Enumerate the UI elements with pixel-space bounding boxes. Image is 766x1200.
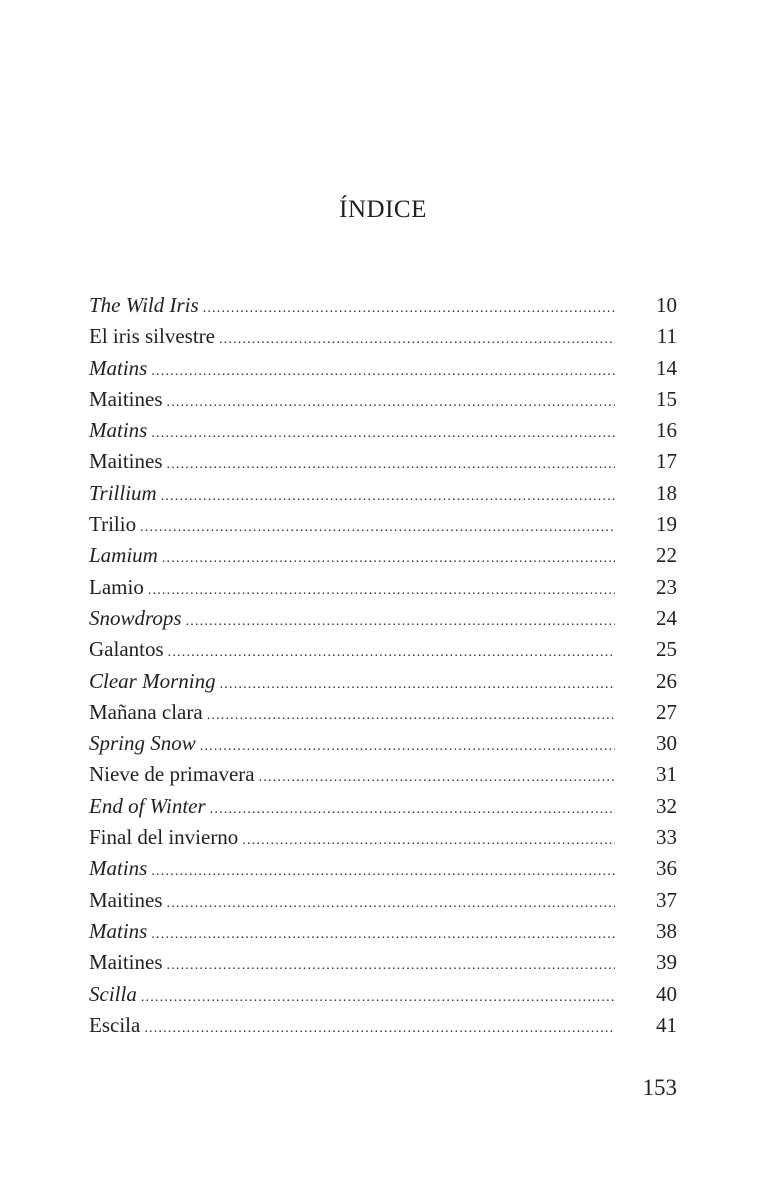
toc-entry: [89, 384, 677, 415]
toc-entry: [89, 947, 677, 978]
toc-entry: [89, 446, 677, 477]
toc-entry: [89, 666, 677, 697]
toc-entry: [89, 603, 677, 634]
dot-leader: [203, 293, 615, 324]
toc-entry: [89, 478, 677, 509]
toc-entry-title: Matins: [89, 355, 148, 380]
toc-entry-page: 25: [656, 637, 677, 662]
toc-entry-title: Trilio: [89, 512, 137, 537]
toc-entry: [89, 509, 677, 540]
toc-entry-page: 10: [656, 293, 677, 317]
toc-entry-page: 15: [656, 386, 677, 411]
dot-leader: [220, 669, 615, 700]
toc-entry-title: Final del invierno: [89, 825, 239, 850]
toc-entry-title: Trillium: [89, 480, 157, 505]
dot-leader: [151, 919, 615, 950]
toc-entry-title: Maitines: [89, 386, 163, 411]
toc-entry: [89, 353, 677, 384]
dot-leader: [167, 449, 616, 480]
toc-entry-page: 11: [656, 324, 677, 349]
toc-entry-title: Matins: [89, 856, 148, 881]
dot-leader: [151, 856, 615, 887]
toc-entry: [89, 290, 677, 321]
toc-entry-page: 39: [656, 950, 677, 975]
toc-entry-title: Lamio: [89, 574, 144, 599]
toc-entry-title: Escila: [89, 1012, 141, 1037]
toc-entry-title: Lamium: [89, 543, 158, 568]
toc-entry: [89, 728, 677, 759]
dot-leader: [162, 543, 615, 574]
dot-leader: [151, 418, 615, 449]
toc-entry: [89, 634, 677, 665]
toc-entry-title: El iris silvestre: [89, 324, 215, 349]
toc-entry-page: 27: [656, 699, 677, 724]
toc-entry-page: 32: [656, 793, 677, 818]
toc-entry: [89, 759, 677, 790]
dot-leader: [167, 888, 616, 919]
dot-leader: [148, 575, 615, 606]
toc-entry: [89, 853, 677, 884]
dot-leader: [210, 794, 615, 825]
toc-entry: [89, 791, 677, 822]
toc-entry-title: Scilla: [89, 981, 137, 1006]
toc-entry: [89, 1010, 677, 1041]
page-title: ÍNDICE: [339, 196, 427, 223]
dot-leader: [141, 982, 615, 1013]
table-of-contents: [89, 290, 677, 1041]
toc-entry-title: Galantos: [89, 637, 164, 662]
toc-entry-page: 41: [656, 1012, 677, 1037]
toc-entry-page: 18: [656, 480, 677, 505]
toc-entry: [89, 697, 677, 728]
toc-entry-title: Matins: [89, 418, 148, 443]
toc-entry-title: Clear Morning: [89, 668, 216, 693]
toc-entry-page: 38: [656, 918, 677, 943]
toc-entry-title: Nieve de primavera: [89, 762, 255, 787]
toc-entry-page: 36: [656, 856, 677, 881]
toc-entry-title: Spring Snow: [89, 731, 196, 756]
toc-entry-page: 37: [656, 887, 677, 912]
dot-leader: [167, 950, 616, 981]
toc-entry: [89, 321, 677, 352]
toc-entry-title: Maitines: [89, 950, 163, 975]
toc-entry-page: 40: [656, 981, 677, 1006]
toc-entry: [89, 572, 677, 603]
toc-entry-page: 23: [656, 574, 677, 599]
dot-leader: [259, 762, 615, 793]
toc-entry-page: 14: [656, 355, 677, 380]
toc-entry: [89, 979, 677, 1010]
dot-leader: [168, 637, 615, 668]
dot-leader: [144, 1013, 615, 1044]
dot-leader: [207, 700, 615, 731]
dot-leader: [140, 512, 615, 543]
page-number: 153: [642, 1075, 677, 1100]
dot-leader: [219, 324, 615, 355]
dot-leader: [200, 731, 615, 762]
toc-entry-page: 33: [656, 825, 677, 850]
toc-entry-page: 19: [656, 512, 677, 537]
toc-entry-title: Snowdrops: [89, 605, 182, 630]
toc-entry-title: Maitines: [89, 449, 163, 474]
toc-entry-title: Maitines: [89, 887, 163, 912]
dot-leader: [242, 825, 615, 856]
dot-leader: [167, 387, 616, 418]
toc-entry: [89, 885, 677, 916]
toc-entry-page: 31: [656, 762, 677, 787]
toc-entry-page: 26: [656, 668, 677, 693]
toc-entry: [89, 916, 677, 947]
toc-entry-page: 24: [656, 605, 677, 630]
toc-entry: [89, 415, 677, 446]
toc-entry: [89, 540, 677, 571]
toc-entry-title: Matins: [89, 918, 148, 943]
toc-entry-title: Mañana clara: [89, 699, 203, 724]
toc-entry-page: 16: [656, 418, 677, 443]
dot-leader: [186, 606, 615, 637]
dot-leader: [151, 356, 615, 387]
toc-entry-page: 17: [656, 449, 677, 474]
dot-leader: [161, 481, 615, 512]
toc-entry-title: End of Winter: [89, 793, 206, 818]
toc-entry-page: 22: [656, 543, 677, 568]
toc-entry: [89, 822, 677, 853]
toc-entry-page: 30: [656, 731, 677, 756]
toc-entry-title: The Wild Iris: [89, 293, 199, 317]
